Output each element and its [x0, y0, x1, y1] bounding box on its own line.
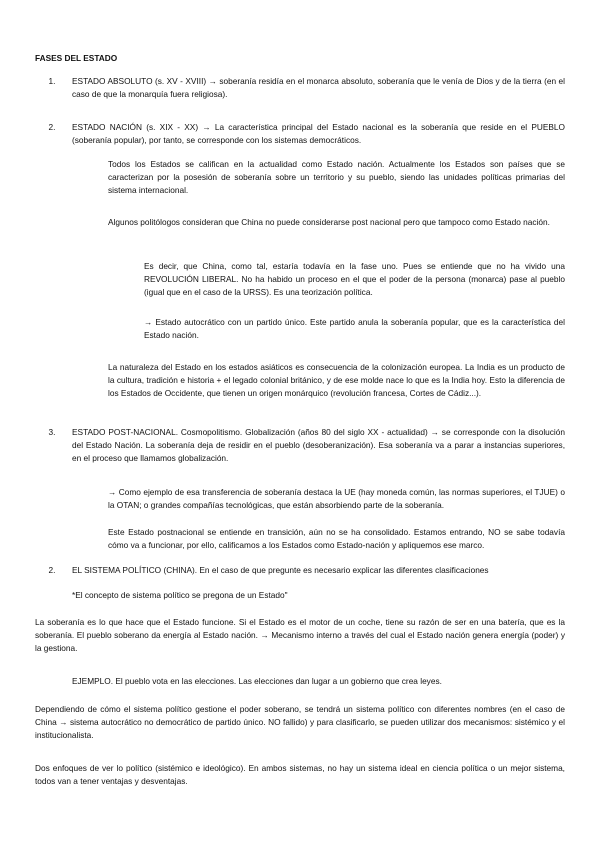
list-item-estado-absoluto	[35, 75, 565, 101]
list-item-estado-post-nacional	[35, 426, 565, 465]
list-number: 1.	[48, 76, 56, 86]
paragraph: La naturaleza del Estado en los estados asiáticos es consecuencia de la colonización europea. La India es un producto de la cultura, tradición e historia + el legado colonial británico, y de ese molde nace lo que es la India hoy. Esto la diferencia de los Estados de Occidente, que tienen un origen monárquico (revolución francesa, Cortes de Cádiz...).	[108, 362, 565, 398]
paragraph: → Como ejemplo de esa transferencia de soberanía destaca la UE (hay moneda común, las normas superiores, el TJUE) o la OTAN; o grandes compañías tecnológicas, que están absorbiendo parte de la soberanía.	[108, 487, 565, 510]
paragraph: Dependiendo de cómo el sistema político gestione el poder soberano, se tendrá un sistema político con diferentes nombres (en el caso de China → sistema autocrático no democrático de partido único. NO fallido) y para clasificarlo, se pueden utilizar dos mecanismos: sistémico y el institucionalista.	[35, 704, 565, 740]
paragraph: Todos los Estados se califican en la actualidad como Estado nación. Actualmente los Estados son países que se caracterizan por la posesión de soberanía sobre un territorio y su pueblo, siendo las unidades políticas primarias del sistema internacional.	[108, 159, 565, 195]
list-item-estado-nacion	[35, 121, 565, 147]
paragraph: Es decir, que China, como tal, estaría todavía en la fase uno. Pues se entiende que no ha vivido una REVOLUCIÓN LIBERAL. No ha habido un proceso en el que el poder de la persona (monarca) pase al pueblo (igual que en el caso de la URSS). Es una teorización política.	[144, 261, 565, 297]
list-number: 2.	[48, 565, 56, 575]
paragraph: Dos enfoques de ver lo político (sistémico e ideológico). En ambos sistemas, no hay un sistema ideal en ciencia política o un mejor sistema, todos van a tener ventajas y desventajas.	[35, 763, 565, 786]
document-title: FASES DEL ESTADO	[35, 53, 118, 63]
example-paragraph: EJEMPLO. El pueblo vota en las elecciones. Las elecciones dan lugar a un gobierno que crea leyes.	[72, 676, 442, 686]
list-item-text: ESTADO NACIÓN (s. XIX - XX) → La característica principal del Estado nacional es la soberanía que reside en el PUEBLO (soberanía popular), por tanto, se corresponde con los sistemas democráticos.	[72, 122, 565, 145]
list-item-sistema-politico	[35, 564, 565, 577]
paragraph: Este Estado postnacional se entiende en transición, aún no se ha consolidado. Estamos entrando, NO se sabe todavía cómo va a funcionar, por ello, calificamos a los Estados como Estado-nación y apliquemos ese marco.	[108, 527, 565, 550]
list-number: 3.	[48, 427, 56, 437]
paragraph: La soberanía es lo que hace que el Estado funcione. Si el Estado es el motor de un coche, tiene su razón de ser en una batería, que es la soberanía. El pueblo soberano da energía al Estado nación. → Mecanismo interno a través del cual el Estado nación genera energía (poder) y la gestiona.	[35, 617, 565, 653]
list-item-text: ESTADO ABSOLUTO (s. XV - XVIII) → soberanía residía en el monarca absoluto, soberanía que le venía de Dios y de la tierra (en el caso de que la monarquía fuera religiosa).	[72, 76, 565, 99]
paragraph: → Estado autocrático con un partido único. Este partido anula la soberanía popular, que es la característica del Estado nación.	[144, 317, 565, 340]
paragraph: Algunos politólogos consideran que China no puede considerarse post nacional pero que tampoco como Estado nación.	[108, 217, 550, 227]
list-number: 2.	[48, 122, 56, 132]
list-item-text: EL SISTEMA POLÍTICO (CHINA). En el caso de que pregunte es necesario explicar las diferentes clasificaciones	[72, 565, 489, 575]
note-paragraph: *El concepto de sistema político se pregona de un Estado"	[72, 590, 288, 600]
list-item-text: ESTADO POST-NACIONAL. Cosmopolitismo. Globalización (años 80 del siglo XX - actualidad) → se corresponde con la disolución del Estado Nación. La soberanía deja de residir en el pueblo (desoberanización). Esa soberanía va a parar a instancias superiores, en el proceso que llamamos globalización.	[72, 427, 565, 463]
